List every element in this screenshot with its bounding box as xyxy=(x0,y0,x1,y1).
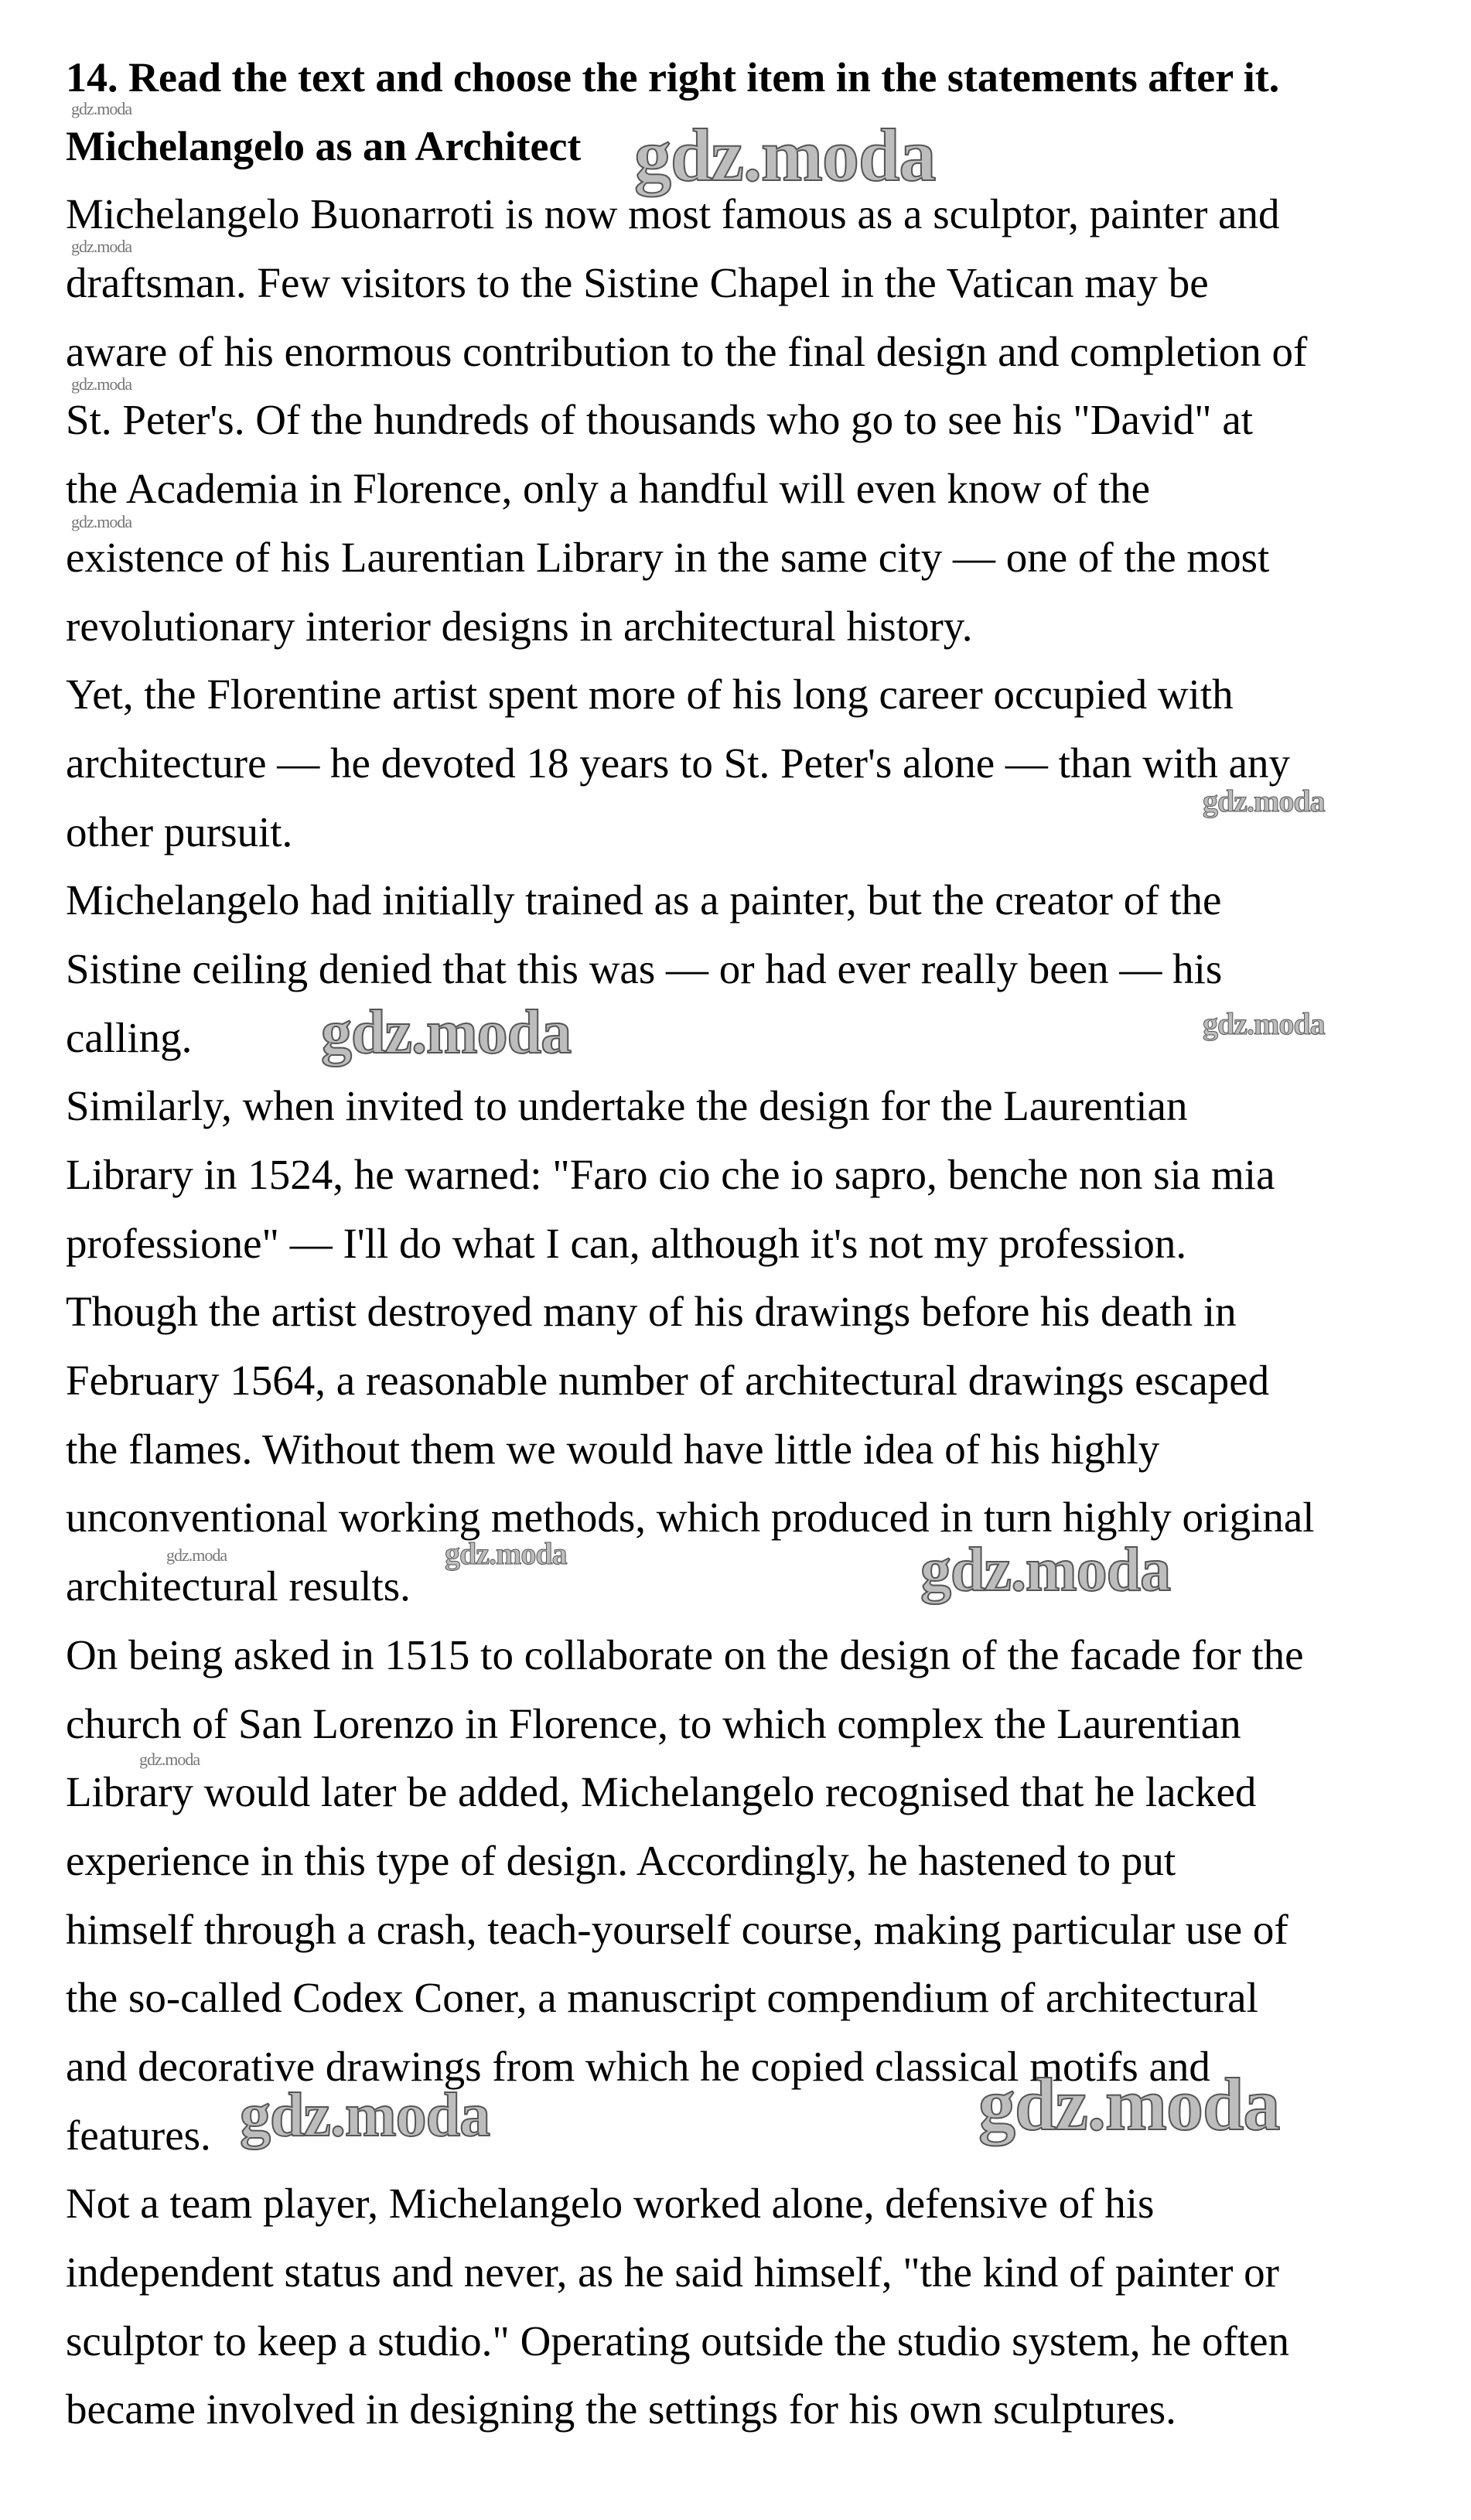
paragraph xyxy=(66,180,1315,661)
text-line: experience in this type of design. Accordingly, he hastened to put xyxy=(66,1836,1176,1884)
text-line: revolutionary interior designs in architectural history. xyxy=(66,602,973,650)
text-line: Library would later be added, Michelangelo recognised that he lacked xyxy=(66,1768,1257,1816)
text-line: other pursuit. xyxy=(66,808,293,855)
text-line: church of San Lorenzo in Florence, to which complex the Laurentian xyxy=(66,1699,1241,1747)
text-line: architecture — he devoted 18 years to St. Peter's alone — than with any xyxy=(66,739,1291,787)
watermark-logo: gdz.moda xyxy=(71,512,132,531)
watermark-logo: gdz.moda xyxy=(445,1536,567,1571)
text-line: himself through a crash, teach-yourself course, making particular use of xyxy=(66,1905,1288,1953)
text-line: Library in 1524, he warned: "Faro cio che io sapro, benche non sia mia xyxy=(66,1151,1275,1198)
text-line: features. xyxy=(66,2111,211,2159)
text-line: calling. xyxy=(66,1013,193,1061)
watermark-logo: gdz.moda xyxy=(240,2081,490,2150)
paragraph xyxy=(66,2170,1315,2444)
text-line: Similarly, when invited to undertake the design for the Laurentian xyxy=(66,1082,1188,1130)
watermark-logo: gdz.moda xyxy=(978,2063,1280,2146)
text-line: draftsman. Few visitors to the Sistine Chapel in the Vatican may be xyxy=(66,259,1209,307)
watermark-logo: gdz.moda xyxy=(166,1545,227,1565)
text-line: became involved in designing the settings for his own sculptures. xyxy=(66,2385,1176,2433)
text-line: the flames. Without them we would have little idea of his highly xyxy=(66,1425,1160,1473)
text-line: sculptor to keep a studio." Operating outside the studio system, he often xyxy=(66,2317,1290,2365)
paragraph xyxy=(66,661,1315,866)
watermark-logo: gdz.moda xyxy=(71,237,132,256)
watermark-logo: gdz.moda xyxy=(920,1536,1171,1604)
text-line: On being asked in 1515 to collaborate on the design of the facade for the xyxy=(66,1630,1304,1678)
text-line: independent status and never, as he said himself, "the kind of painter or xyxy=(66,2249,1279,2296)
text-line: existence of his Laurentian Library in the same city — one of the most xyxy=(66,533,1270,581)
text-line: St. Peter's. Of the hundreds of thousands who go to see his "David" at xyxy=(66,396,1254,444)
text-line: professione" — I'll do what I can, although it's not my profession. xyxy=(66,1219,1187,1267)
task-title: 14. Read the text and choose the right item in the statements after it. xyxy=(66,54,1280,101)
text-line: Yet, the Florentine artist spent more of his long career occupied with xyxy=(66,671,1234,719)
article-title: Michelangelo as an Architect xyxy=(66,122,582,169)
text-line: Though the artist destroyed many of his drawings before his death in xyxy=(66,1288,1237,1336)
text-line: Michelangelo had initially trained as a painter, but the creator of the xyxy=(66,876,1222,924)
text-line: unconventional working methods, which produced in turn highly original xyxy=(66,1494,1315,1542)
watermark-logo: gdz.moda xyxy=(634,114,936,196)
text-line: Michelangelo Buonarroti is now most famous as a sculptor, painter and xyxy=(66,190,1280,238)
text-line: February 1564, a reasonable number of architectural drawings escaped xyxy=(66,1357,1270,1405)
watermark-logo: gdz.moda xyxy=(1203,1006,1325,1041)
text-line: aware of his enormous contribution to the final design and completion of xyxy=(66,327,1308,375)
watermark-logo: gdz.moda xyxy=(71,374,132,394)
watermark-logo: gdz.moda xyxy=(71,99,132,118)
text-line: the Academia in Florence, only a handful will even know of the xyxy=(66,465,1151,513)
text-line: the so-called Codex Coner, a manuscript compendium of architectural xyxy=(66,1974,1258,2022)
watermark-logo: gdz.moda xyxy=(1203,784,1325,818)
watermark-logo: gdz.moda xyxy=(139,1750,200,1769)
text-line: Sistine ceiling denied that this was — or had ever really been — his xyxy=(66,944,1223,992)
text-line: Not a team player, Michelangelo worked alone, defensive of his xyxy=(66,2180,1155,2228)
text-line: architectural results. xyxy=(66,1562,411,1610)
text-line: and decorative drawings from which he copied classical motifs and xyxy=(66,2042,1210,2090)
paragraph xyxy=(66,1072,1315,1278)
paragraph xyxy=(66,866,1315,1072)
watermark-logo: gdz.moda xyxy=(321,999,572,1067)
